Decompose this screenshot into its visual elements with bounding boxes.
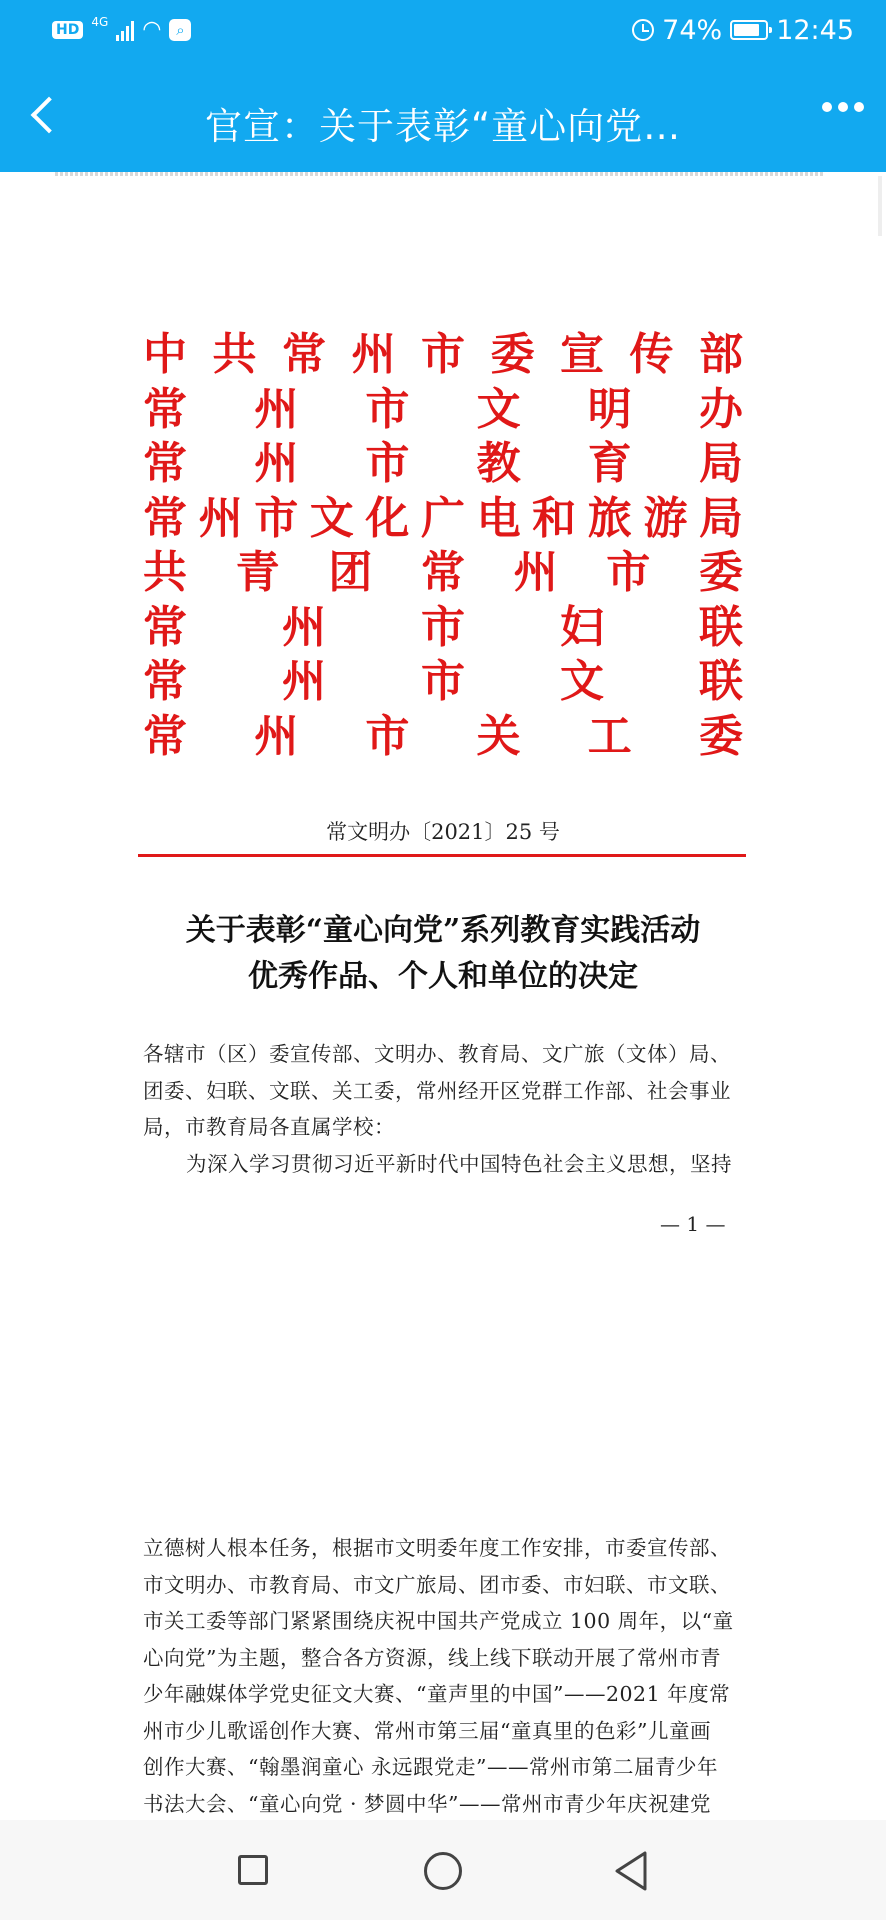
body-line: 为深入学习贯彻习近平新时代中国特色社会主义思想，坚持 bbox=[186, 1151, 732, 1176]
body-line: 各辖市（区）委宣传部、文明办、教育局、文广旅（文体）局、 bbox=[143, 1042, 731, 1066]
status-right bbox=[632, 12, 854, 48]
organization-line bbox=[143, 383, 743, 438]
organization-char: 共 bbox=[143, 547, 187, 599]
document-title-line-2: 优秀作品、个人和单位的决定 bbox=[248, 959, 638, 994]
organization-char: 州 bbox=[282, 656, 326, 708]
organization-char: 文 bbox=[309, 492, 354, 544]
status-left bbox=[52, 14, 191, 46]
organization-char: 委 bbox=[490, 329, 535, 381]
organization-char: 州 bbox=[513, 547, 558, 599]
body-line: 州市少儿歌谣创作大赛、常州市第三届“童真里的色彩”儿童画 bbox=[143, 1718, 711, 1743]
organization-char: 文 bbox=[476, 383, 521, 435]
organization-char: 广 bbox=[420, 492, 465, 544]
organization-char: 部 bbox=[699, 329, 743, 381]
body-line: 书法大会、“童心向党 · 梦圆中华”——常州市青少年庆祝建党 bbox=[143, 1791, 712, 1816]
battery-percent: 74% bbox=[662, 14, 723, 46]
organization-char: 州 bbox=[198, 492, 243, 544]
organization-char: 青 bbox=[235, 547, 280, 599]
wifi-icon: ◠ bbox=[142, 17, 162, 42]
organization-char: 关 bbox=[476, 710, 521, 762]
organization-char: 常 bbox=[143, 656, 187, 708]
organization-char: 市 bbox=[421, 656, 465, 708]
organization-char: 州 bbox=[254, 438, 299, 490]
organization-char: 委 bbox=[698, 710, 743, 762]
organization-char: 常 bbox=[143, 601, 187, 653]
body-line: 立德树人根本任务，根据市文明委年度工作安排，市委宣传部、 bbox=[143, 1536, 731, 1560]
organization-char: 妇 bbox=[560, 601, 604, 653]
organization-char: 和 bbox=[532, 492, 577, 544]
organization-char: 州 bbox=[351, 329, 396, 381]
more-dots-icon bbox=[822, 102, 832, 112]
page-title: 官宣：关于表彰“童心向党… bbox=[205, 105, 682, 148]
battery-icon bbox=[730, 20, 768, 40]
organization-char: 联 bbox=[699, 656, 743, 708]
body-line: 心向党”为主题，整合各方资源，线上线下联动开展了常州市青 bbox=[143, 1645, 721, 1670]
organization-char: 常 bbox=[282, 329, 326, 381]
organization-char: 州 bbox=[282, 601, 326, 653]
organization-char: 化 bbox=[365, 492, 410, 544]
organization-char: 局 bbox=[698, 438, 743, 490]
organization-char: 市 bbox=[606, 547, 651, 599]
signal-icon bbox=[116, 19, 134, 41]
organization-line bbox=[143, 601, 743, 656]
organization-char: 工 bbox=[587, 710, 632, 762]
page1-body bbox=[143, 1036, 743, 1182]
organization-char: 团 bbox=[328, 547, 373, 599]
page2-body bbox=[143, 1530, 743, 1822]
organization-char: 市 bbox=[365, 383, 410, 435]
organization-char: 局 bbox=[698, 492, 743, 544]
status-bar bbox=[0, 0, 886, 62]
title-bar bbox=[0, 62, 886, 172]
organization-char: 市 bbox=[365, 710, 410, 762]
body-line: 创作大赛、“翰墨润童心 永远跟党走”——常州市第二届青少年 bbox=[143, 1755, 718, 1779]
back-button[interactable] bbox=[18, 90, 68, 144]
organization-char: 委 bbox=[698, 547, 743, 599]
organization-char: 市 bbox=[254, 492, 299, 544]
nav-back-button[interactable] bbox=[613, 1850, 649, 1896]
organization-char: 常 bbox=[143, 710, 187, 762]
document-title-line-1: 关于表彰“童心向党”系列教育实践活动 bbox=[185, 913, 701, 948]
organization-char: 明 bbox=[587, 383, 632, 435]
organization-char: 常 bbox=[143, 438, 187, 490]
scrollbar[interactable] bbox=[878, 176, 882, 236]
body-line: 市文明办、市教育局、市文广旅局、团市委、市妇联、市文联、 bbox=[143, 1572, 731, 1597]
organization-char: 育 bbox=[587, 438, 632, 490]
organization-char: 中 bbox=[143, 329, 187, 381]
organization-char: 州 bbox=[254, 710, 299, 762]
recent-apps-button[interactable] bbox=[238, 1855, 268, 1885]
organization-char: 联 bbox=[699, 601, 743, 653]
hd-badge: HD bbox=[52, 21, 83, 39]
organization-char: 州 bbox=[254, 383, 299, 435]
red-divider bbox=[138, 854, 746, 857]
organization-line bbox=[143, 655, 743, 710]
more-button[interactable] bbox=[822, 102, 864, 112]
organization-line bbox=[143, 328, 743, 383]
page-number: — 1 — bbox=[660, 1212, 726, 1236]
organization-line bbox=[143, 437, 743, 492]
organization-line bbox=[143, 710, 743, 765]
organization-char: 宣 bbox=[560, 329, 604, 381]
organization-char: 市 bbox=[421, 601, 465, 653]
network-type: 4G bbox=[91, 15, 109, 29]
issuing-organizations bbox=[143, 328, 743, 764]
organization-char: 市 bbox=[365, 438, 410, 490]
triangle-back-icon bbox=[613, 1850, 649, 1892]
organization-char: 文 bbox=[560, 656, 604, 708]
body-line: 团委、妇联、文联、关工委，常州经开区党群工作部、社会事业 bbox=[143, 1078, 731, 1103]
organization-char: 电 bbox=[476, 492, 521, 544]
clock: 12:45 bbox=[776, 14, 854, 46]
organization-char: 办 bbox=[698, 383, 743, 435]
document-top-edge bbox=[55, 172, 825, 176]
organization-char: 教 bbox=[476, 438, 521, 490]
organization-char: 共 bbox=[212, 329, 257, 381]
organization-char: 传 bbox=[629, 329, 674, 381]
navigation-bar bbox=[0, 1820, 886, 1920]
body-line: 局，市教育局各直属学校： bbox=[143, 1115, 395, 1139]
home-button[interactable] bbox=[424, 1852, 462, 1890]
organization-char: 旅 bbox=[587, 492, 632, 544]
organization-char: 游 bbox=[643, 492, 688, 544]
search-icon: ⌕ bbox=[169, 19, 191, 41]
alarm-icon bbox=[632, 19, 654, 41]
organization-line bbox=[143, 492, 743, 547]
document-number: 常文明办〔2021〕25 号 bbox=[326, 820, 560, 844]
organization-line bbox=[143, 546, 743, 601]
organization-char: 常 bbox=[143, 383, 187, 435]
organization-char: 常 bbox=[420, 547, 465, 599]
document-title bbox=[0, 908, 886, 1000]
organization-char: 常 bbox=[143, 492, 187, 544]
organization-char: 市 bbox=[421, 329, 465, 381]
body-line: 少年融媒体学党史征文大赛、“童声里的中国”——2021 年度常 bbox=[143, 1682, 731, 1706]
body-line: 市关工委等部门紧紧围绕庆祝中国共产党成立 100 周年，以“童 bbox=[143, 1609, 734, 1633]
